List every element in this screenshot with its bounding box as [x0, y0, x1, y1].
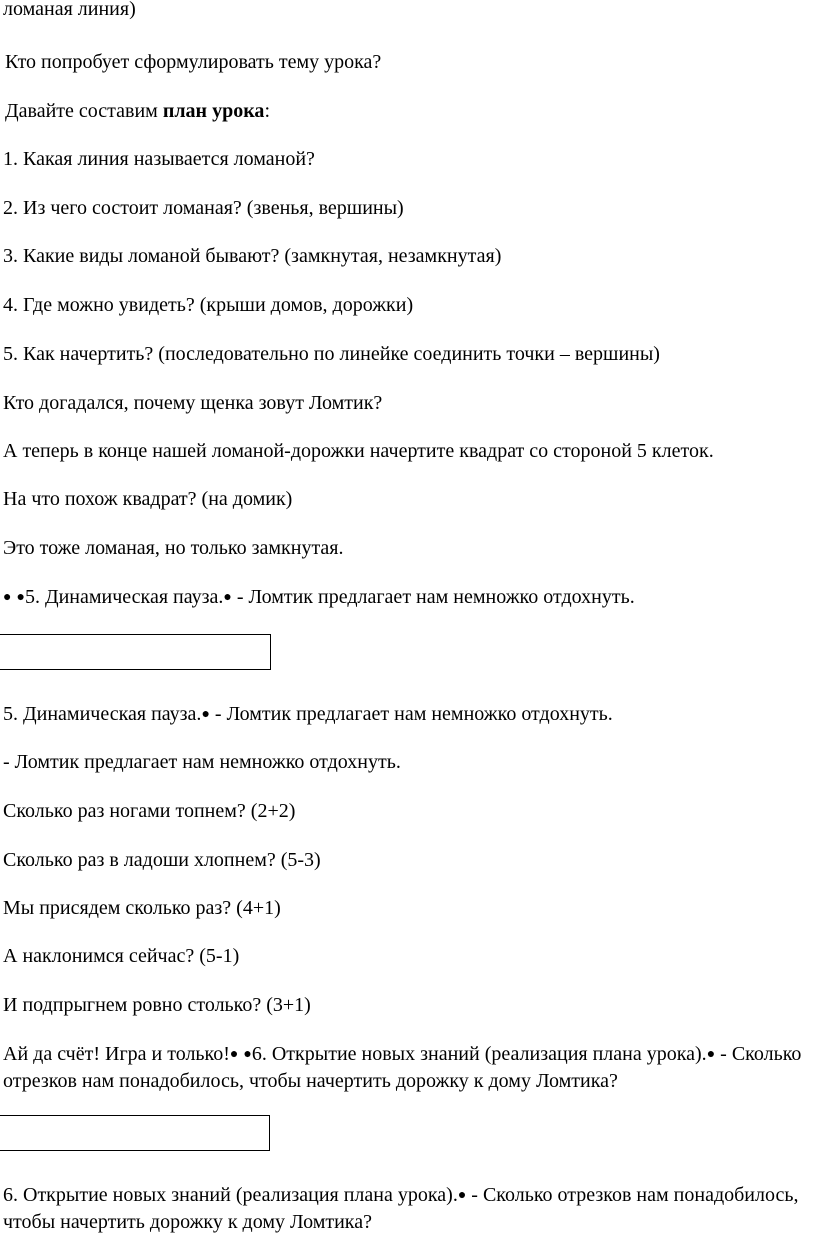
poem-line: Сколько раз в ладоши хлопнем? (5-3) [3, 849, 321, 871]
empty-frame [0, 1115, 270, 1151]
text-line [5, 99, 270, 123]
bullet-icon: ● [706, 1047, 716, 1062]
bullet-icon: ● [16, 590, 25, 605]
text-paragraph [3, 1042, 803, 1093]
text-span: Ай да счёт! Игра и только! [3, 1043, 230, 1065]
poem-line: А наклонимся сейчас? (5-1) [3, 945, 240, 967]
bullet-icon: ● [243, 1047, 252, 1062]
poem-line: И подпрыгнем ровно столько? (3+1) [3, 994, 311, 1016]
text-span: - Сколько отрезков нам понадобилось, чтобы начертить дорожку к дому Ломтика? [3, 1184, 799, 1233]
text-line: - Ломтик предлагает нам немножко отдохнуть. [3, 751, 401, 773]
text-span: Давайте составим [5, 100, 163, 122]
bullet-icon: ● [3, 590, 12, 605]
text-line: Кто попробует сформулировать тему урока? [5, 51, 382, 73]
text-line [3, 702, 613, 729]
text-span: 5. Динамическая пауза. [3, 703, 202, 725]
text-line: Кто догадался, почему щенка зовут Ломтик? [3, 392, 383, 414]
text-span: : [264, 100, 270, 122]
text-span: 5. Динамическая пауза. [24, 586, 224, 608]
text-line [3, 585, 635, 612]
plan-item: 1. Какая линия называется ломаной? [3, 148, 315, 170]
text-paragraph [3, 1183, 803, 1234]
poem-line: Мы присядем сколько раз? (4+1) [3, 897, 281, 919]
text-span: 6. Открытие новых знаний (реализация плана урока). [3, 1184, 458, 1206]
plan-item: 2. Из чего состоит ломаная? (звенья, вершины) [3, 197, 404, 219]
empty-frame [0, 634, 271, 670]
poem-line: Сколько раз ногами топнем? (2+2) [3, 800, 296, 822]
text-line: А теперь в конце нашей ломаной-дорожки начертите квадрат со стороной 5 клеток. [3, 440, 714, 462]
plan-item: 4. Где можно увидеть? (крыши домов, дорожки) [3, 294, 414, 316]
text-span: - Сколько отрезков нам понадобилось, чтобы начертить дорожку к дому Ломтика? [3, 1043, 802, 1092]
plan-item: 3. Какие виды ломаной бывают? (замкнутая, незамкнутая) [3, 245, 502, 267]
text-line: ломаная линия) [3, 0, 136, 20]
bold-text: план урока [162, 100, 265, 122]
plan-item: 5. Как начертить? (последовательно по линейке соединить точки – вершины) [3, 343, 660, 365]
text-span: - Ломтик предлагает нам немножко отдохнуть. [231, 586, 635, 608]
bullet-icon: ● [201, 707, 210, 722]
text-span: - Ломтик предлагает нам немножко отдохнуть. [209, 703, 613, 725]
bullet-icon: ● [457, 1188, 467, 1203]
text-line: На что похож квадрат? (на домик) [3, 488, 293, 510]
bullet-icon: ● [229, 1047, 239, 1062]
bullet-icon: ● [223, 590, 232, 605]
text-line: Это тоже ломаная, но только замкнутая. [3, 537, 344, 559]
text-span: 6. Открытие новых знаний (реализация плана урока). [251, 1043, 707, 1065]
